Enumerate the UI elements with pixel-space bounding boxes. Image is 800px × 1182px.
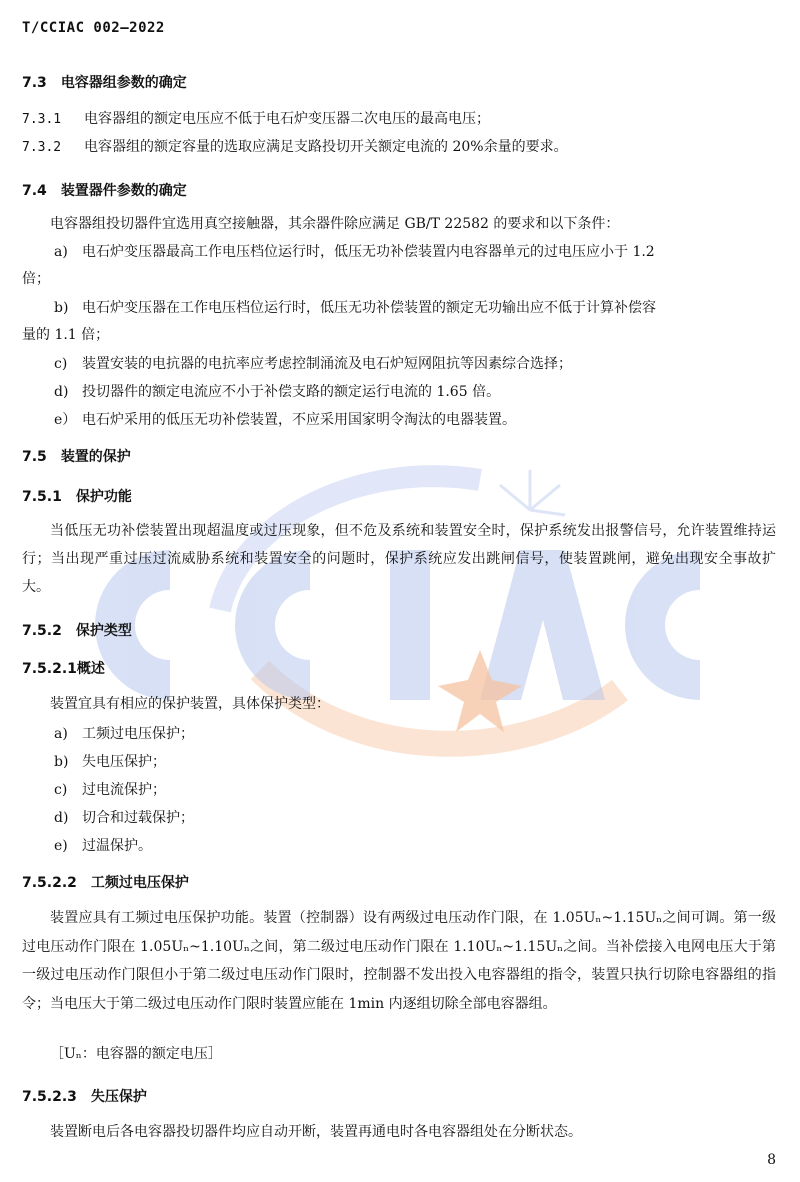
list-marker: a) (54, 244, 68, 260)
list-item (54, 238, 794, 267)
list-marker: b) (54, 754, 69, 770)
section-7-5-2-1-intro: 装置宜具有相应的保护装置，具体保护类型： (50, 696, 330, 712)
section-number: 7.4 (22, 183, 47, 199)
list-item (54, 804, 794, 833)
clause-7-3-1 (22, 112, 490, 126)
clause-7-3-2 (22, 140, 568, 154)
list-item (54, 832, 794, 861)
list-text: 投切器件的额定电流应不小于补偿支路的额定运行电流的 1.65 倍。 (82, 384, 501, 400)
section-7-5-1-body: 当低压无功补偿装置出现超温度或过压现象，但不危及系统和装置安全时，保护系统发出报警信号，允许装置维持运行；当出现严重过压过流威胁系统和装置安全的问题时，保护系统应发出跳闸信号，使装置跳闸，避免出现安全事故扩大。 (22, 523, 776, 595)
clause-text: 电容器组的额定电压应不低于电石炉变压器二次电压的最高电压； (84, 111, 490, 127)
section-heading-7-5-2-3 (22, 1086, 147, 1106)
section-heading-7-5-1 (22, 486, 132, 506)
section-title: 失压保护 (90, 1089, 147, 1105)
section-number: 7.5.2.2 (22, 875, 77, 891)
section-title: 装置器件参数的确定 (60, 183, 187, 199)
section-title: 电容器组参数的确定 (60, 75, 187, 91)
list-text: 电石炉变压器最高工作电压档位运行时，低压无功补偿装置内电容器单元的过电压应小于 1.2 (82, 244, 655, 260)
list-text: 工频过电压保护； (82, 726, 194, 742)
section-title: 保护类型 (75, 623, 132, 639)
list-text: 过电流保护； (82, 782, 166, 798)
section-number: 7.5.2 (22, 623, 62, 639)
section-heading-7-5-2-1 (22, 658, 105, 678)
section-7-5-2-2-body: 装置应具有工频过电压保护功能。装置（控制器）设有两级过电压动作门限，在 1.05Uₙ~1.15Uₙ之间可调。第一级过电压动作门限在 1.05Uₙ~1.10Uₙ之间，第二级过电压动作门限在 1.10Uₙ~1.15Uₙ之间。当补偿接入电网电压大于第一级过电压动作门限但小于第二级过电压动作门限时，控制器不发出投入电容器组的指令，装置只执行切除电容器组的指令；当电压大于第二级过电压动作门限时装置应能在 1min 内逐组切除全部电容器组。 (22, 910, 776, 1012)
list-item (54, 776, 794, 805)
section-number: 7.3 (22, 75, 47, 91)
section-heading-7-4 (22, 180, 187, 200)
list-marker: c) (54, 782, 68, 798)
list-text: 装置安装的电抗器的电抗率应考虑控制涌流及电石炉短网阻抗等因素综合选择； (82, 356, 572, 372)
list-item-continuation: 倍； (22, 271, 50, 287)
section-title: 保护功能 (75, 489, 132, 505)
list-item (54, 294, 794, 323)
section-number: 7.5.1 (22, 489, 62, 505)
list-text: 失电压保护； (82, 754, 166, 770)
list-marker: e） (54, 412, 77, 428)
list-item (54, 378, 794, 407)
list-marker: b) (54, 300, 69, 316)
list-item (54, 406, 794, 435)
list-marker: d) (54, 384, 69, 400)
rated-voltage-note: ［Uₙ：电容器的额定电压］ (50, 1046, 222, 1062)
clause-number: 7.3.1 (22, 112, 62, 127)
list-item (54, 350, 794, 379)
list-text: 电石炉变压器在工作电压档位运行时，低压无功补偿装置的额定无功输出应不低于计算补偿容 (82, 300, 656, 316)
clause-number: 7.3.2 (22, 140, 62, 155)
section-number: 7.5.2.3 (22, 1089, 77, 1105)
page-number: 8 (767, 1152, 776, 1168)
list-item (54, 748, 794, 777)
section-title: 概述 (76, 661, 105, 677)
list-marker: a) (54, 726, 68, 742)
section-heading-7-3 (22, 72, 187, 92)
section-number: 7.5.2.1 (22, 661, 77, 677)
section-7-4-intro: 电容器组投切器件宜选用真空接触器，其余器件除应满足 GB/T 22582 的要求和以下条件： (50, 216, 620, 232)
list-marker: c) (54, 356, 68, 372)
section-heading-7-5-2 (22, 620, 132, 640)
list-text: 切合和过载保护； (82, 810, 194, 826)
list-item-continuation: 量的 1.1 倍； (22, 327, 110, 343)
section-7-5-2-3-body: 装置断电后各电容器投切器件均应自动开断，装置再通电时各电容器组处在分断状态。 (50, 1124, 582, 1140)
clause-text: 电容器组的额定容量的选取应满足支路投切开关额定电流的 20%余量的要求。 (84, 139, 568, 155)
list-marker: d) (54, 810, 69, 826)
section-title: 工频过电压保护 (90, 875, 189, 891)
section-heading-7-5 (22, 446, 131, 466)
list-marker: e) (54, 838, 68, 854)
section-heading-7-5-2-2 (22, 872, 189, 892)
list-text: 电石炉采用的低压无功补偿装置，不应采用国家明令淘汰的电器装置。 (82, 412, 516, 428)
list-text: 过温保护。 (82, 838, 152, 854)
section-number: 7.5 (22, 449, 47, 465)
list-item (54, 720, 794, 749)
section-title: 装置的保护 (60, 449, 131, 465)
document-code-header: T/CCIAC 002—2022 (22, 20, 165, 36)
